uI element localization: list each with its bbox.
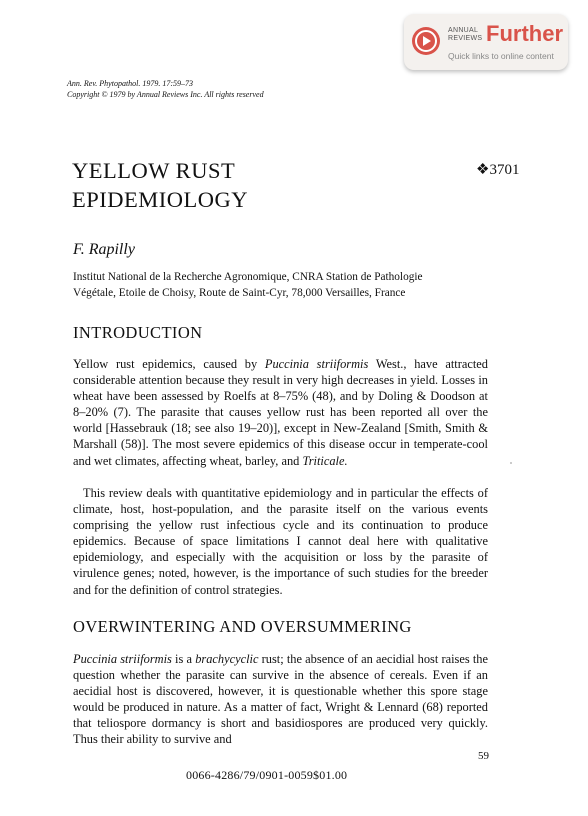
article-code: 0066-4286/79/0901-0059$01.00 <box>186 768 348 782</box>
badge-publisher <box>448 27 482 43</box>
intro-p1-italic-species: Puccinia striiformis <box>264 357 369 371</box>
affiliation-line-2: Végétale, Etoile de Choisy, Route de Saint-Cyr, 78,000 Versailles, France <box>73 286 406 299</box>
intro-p1-italic-triticale: Triticale. <box>302 453 348 468</box>
copyright-notice: Copyright © 1979 by Annual Reviews Inc. All rights reserved <box>67 90 264 99</box>
scan-speck <box>510 462 512 464</box>
page-number: 59 <box>478 750 489 762</box>
play-icon <box>412 27 440 55</box>
badge-publisher-line1: ANNUAL <box>448 27 479 34</box>
badge-publisher-line2: REVIEWS <box>448 35 483 42</box>
over-p1-italic-brachycyclic: brachycyclic <box>195 652 259 666</box>
over-p1-italic-species: Puccinia striiformis <box>73 652 172 666</box>
section-heading-introduction: INTRODUCTION <box>73 323 203 342</box>
annual-reviews-further-badge[interactable] <box>404 14 568 70</box>
intro-paragraph-1 <box>73 356 488 469</box>
badge-quick-links[interactable]: Quick links to online content <box>448 51 554 61</box>
section-heading-overwintering: OVERWINTERING AND OVERSUMMERING <box>73 617 412 636</box>
title-line-2: EPIDEMIOLOGY <box>72 187 248 212</box>
intro-p1-text-a: Yellow rust epidemics, caused by <box>73 357 265 371</box>
over-p1-text-b: rust; the absence of an aecidial host raises the question whether the parasite can survive in the absence of cereals. Even if an aecidial host is discovered, however, it is questionable whether this spore stage would be produced in nature. As a matter of fact, Wright & Lennard (68) reported that teliospore dormancy is short and basidiospores are produced very quickly. Thus their ability to survive and <box>73 652 489 747</box>
over-p1-text-a: is a <box>171 652 196 666</box>
overwintering-paragraph-1 <box>73 651 488 748</box>
journal-citation: Ann. Rev. Phytopathol. 1979. 17:59–73 <box>67 79 194 88</box>
author-name: F. Rapilly <box>73 241 135 258</box>
intro-p1-text-b: West., have attracted considerable attention because they result in very high decreases in yield. Losses in wheat have been assessed by Roelfs at 8–75% (48), and by Doling & Doodson at 8–20% (7). The parasite that causes yellow rust has been reported all over the world [Hassebrauk (18; see also 19–20)], except in New-Zealand [Smith, Smith & Marshall (58)]. The most severe epidemics of this disease occur in temperate-cool and wet climates, affecting wheat, barley, and <box>73 357 488 468</box>
author-affiliation <box>73 270 493 301</box>
article-number: ❖3701 <box>476 162 520 178</box>
badge-further-label: Further <box>486 21 563 46</box>
affiliation-line-1: Institut National de la Recherche Agronomique, CNRA Station de Pathologie <box>73 271 423 283</box>
intro-paragraph-2 <box>73 485 488 598</box>
title-line-1: YELLOW RUST <box>72 158 236 183</box>
article-title <box>72 156 248 214</box>
intro-p2-text: This review deals with quantitative epidemiology and in particular the effects of climate, host, host-population, and the parasite itself on the various events comprising the yellow rust infectious cycle and its continuation to produce epidemics. Because of space limitations I cannot deal here with qualitative epidemiology, and especially with the acquisition or loss by the parasite of virulence genes; noted, however, is the importance of such studies for the breeder and for the definition of control strategies. <box>73 486 488 597</box>
